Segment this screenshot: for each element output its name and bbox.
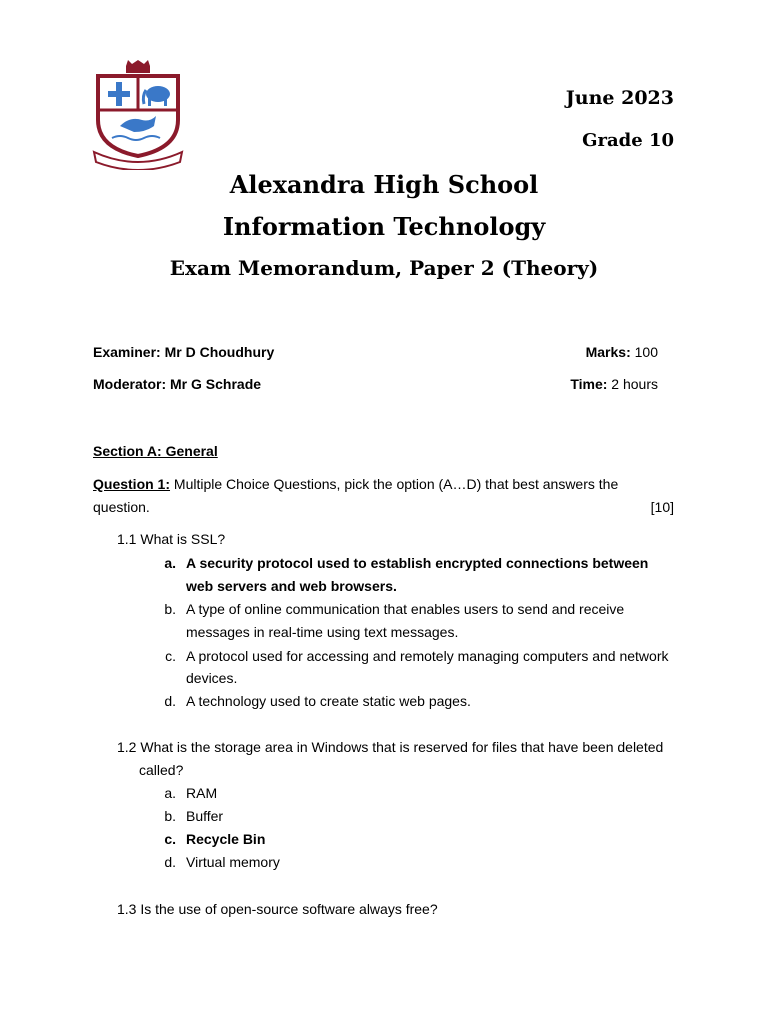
grade-label: Grade 10 <box>582 130 674 151</box>
question-1-intro <box>93 473 683 496</box>
time-label: Time: <box>570 376 608 392</box>
school-crest-logo <box>90 60 186 170</box>
question-1-1-stem: 1.1 What is SSL? <box>117 531 226 547</box>
q1-1-option-c <box>156 645 696 668</box>
option-text: A technology used to create static web pages. <box>186 693 471 709</box>
marks-value: 100 <box>634 344 658 360</box>
section-heading: Section A: General <box>93 443 218 459</box>
marks-label: Marks: <box>585 344 631 360</box>
moderator: Moderator: Mr G Schrade <box>93 376 262 392</box>
q1-1-option-b-cont: messages in real-time using text messages. <box>186 624 459 640</box>
question-1-2-stem: 1.2 What is the storage area in Windows that is reserved for files that have been deleted <box>117 739 664 755</box>
question-1-text-cont: question. <box>93 499 150 515</box>
option-letter: d. <box>164 854 176 870</box>
question-1-label: Question 1: <box>93 476 171 492</box>
question-1-text: Multiple Choice Questions, pick the option (A…D) that best answers the <box>173 476 619 492</box>
paper-title: Exam Memorandum, Paper 2 (Theory) <box>169 256 599 280</box>
option-text: A type of online communication that enables users to send and receive <box>186 601 625 617</box>
option-text: A protocol used for accessing and remotely managing computers and network <box>186 648 669 664</box>
q1-2-option-a <box>156 782 218 805</box>
q1-2-option-c <box>156 828 266 851</box>
option-text: Virtual memory <box>186 854 280 870</box>
q1-1-option-d <box>156 690 686 713</box>
crown-icon <box>126 60 150 73</box>
marks-info <box>586 344 658 360</box>
option-text: Recycle Bin <box>186 831 266 847</box>
option-letter: b. <box>164 601 176 617</box>
option-letter: c. <box>164 831 176 847</box>
option-text: Buffer <box>186 808 224 824</box>
q1-1-option-a-cont: web servers and web browsers. <box>186 578 397 594</box>
option-letter: b. <box>164 808 176 824</box>
option-letter: c. <box>165 648 176 664</box>
time-info <box>570 376 658 392</box>
q1-1-option-c-cont: devices. <box>186 670 238 686</box>
q1-2-option-d <box>156 851 280 874</box>
option-letter: a. <box>164 785 176 801</box>
question-1-2-stem-cont: called? <box>139 762 184 778</box>
option-text: A security protocol used to establish encrypted connections between <box>186 555 649 571</box>
q1-1-option-b <box>156 598 686 621</box>
time-value: 2 hours <box>611 376 658 392</box>
school-name: Alexandra High School <box>229 170 539 199</box>
q1-1-option-a <box>156 552 686 575</box>
question-1-marks: [10] <box>650 499 674 515</box>
subject-title: Information Technology <box>222 212 546 241</box>
examiner: Examiner: Mr D Choudhury <box>93 344 275 360</box>
option-letter: d. <box>164 693 176 709</box>
exam-date: June 2023 <box>565 87 674 109</box>
option-letter: a. <box>164 555 176 571</box>
question-1-3-stem: 1.3 Is the use of open-source software always free? <box>117 901 438 917</box>
q1-2-option-b <box>156 805 224 828</box>
option-text: RAM <box>186 785 218 801</box>
